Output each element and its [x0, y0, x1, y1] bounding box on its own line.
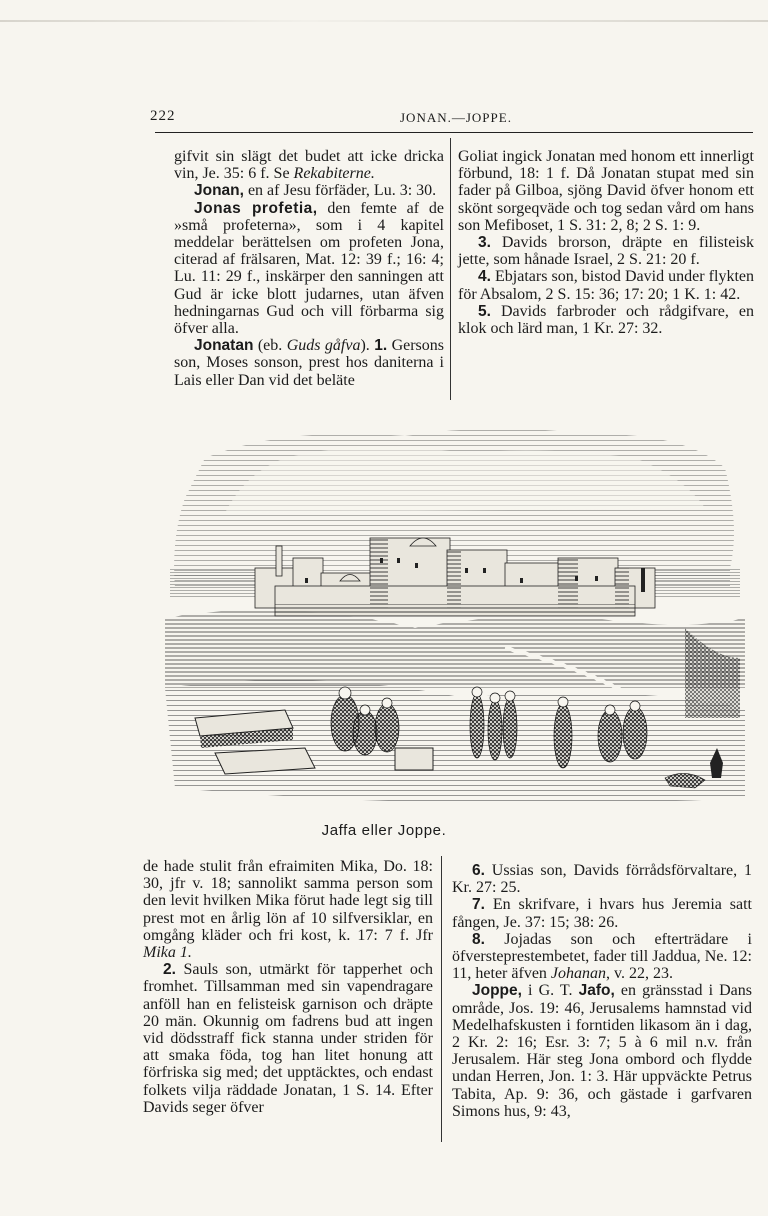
entry-jonatan-8 — [452, 931, 752, 983]
entry-jonatan-5 — [458, 303, 754, 337]
entry-text: Davids farbroder och rådgifvare, en klok och lärd man, 1 Kr. 27: 32. — [458, 302, 754, 338]
entry-jonatan-4 — [458, 268, 754, 302]
column-bottom-right — [452, 862, 752, 1120]
entry-joppe — [452, 982, 752, 1120]
headword-jafo: Jafo, — [578, 982, 615, 1000]
entry-rekabiter-cont — [174, 148, 444, 182]
sense-number: 7. — [472, 896, 485, 914]
column-divider-bottom — [441, 856, 442, 1142]
headword-jonas-profetia: Jonas profetia, — [194, 199, 318, 217]
entry-jonatan-2 — [143, 961, 433, 1116]
entry-jonas-profetia — [174, 200, 444, 338]
entry-text: de hade stulit från efraimiten Mika, Do. 18: 30, jfr v. 18; sannolikt samma person som den levit hvilken Mika förut hade legt sig till prest mot en årlig lön af 10 silfversiklar, en omgång kläder och fri kost, k. 17: 7 f. Jfr — [143, 858, 433, 944]
headword-joppe: Joppe, — [472, 982, 522, 1000]
entry-text: Ebjatars son, bistod David under flykten för Absalom, 2 S. 15: 36; 17: 20; 1 K. 1: 42. — [458, 268, 754, 303]
page-header — [150, 108, 754, 130]
entry-jonatan-3 — [458, 234, 754, 268]
entry-text: (eb. — [253, 337, 287, 355]
column-top-right — [458, 148, 754, 337]
entry-text: En skrifvare, i hvars hus Jeremia satt fången, Je. 37: 15; 38: 26. — [452, 896, 752, 931]
entry-text: Sauls son, utmärkt för tapperhet och fromhet. Tillsamman med sin vapendragare anföll han en felisteisk garnison och dräpte 20 män. Okunnig om fadrens bud att ingen vid dödsstraff fick stanna under striden för att smaka föda, tog han litet honung att förfriska sig med; det upptäcktes, och endast folkets vilja räddade Jonatan, 1 S. 14. Efter Davids seger öfver — [143, 961, 433, 1116]
entry-italic: Mika 1. — [143, 944, 192, 962]
sense-number: 8. — [472, 930, 485, 948]
entry-jonatan-cont: Goliat ingick Jonatan med honom ett innerligt förbund, 18: 1 f. Då Jonatan stupat med sin fader på Gilboa, sjöng David öfver honom ett skönt sorgeqväde och tog sedan vård om hans son Mefiboset, 1 S. 31: 2, 8; 2 S. 1: 9. — [458, 148, 754, 234]
entry-jonatan — [174, 337, 444, 389]
entry-jonan — [174, 182, 444, 199]
scan-edge — [0, 20, 768, 22]
sense-number: 2. — [163, 961, 176, 979]
entry-jonatan-1-cont — [143, 858, 433, 961]
sense-number: 1. — [374, 337, 388, 355]
sense-number: 5. — [478, 302, 491, 320]
column-bottom-left — [143, 858, 433, 1116]
sense-number: 6. — [472, 862, 485, 879]
entry-jonatan-7 — [452, 896, 752, 930]
entry-text: , v. 22, 23. — [606, 965, 673, 983]
entry-text: Jojadas son och efterträdare i öfversteprestembetet, fader till Jaddua, Ne. 12: 11, heter äfven — [452, 930, 752, 983]
entry-text: Gersons son, Moses sonson, prest hos daniterna i Lais eller Dan vid det beläte — [174, 337, 445, 389]
entry-text: ). — [360, 337, 375, 355]
headword-jonan: Jonan, — [194, 182, 244, 200]
header-rule — [155, 132, 753, 133]
entry-jonatan-6 — [452, 862, 752, 896]
page-number: 222 — [150, 108, 176, 124]
entry-text: i G. T. — [521, 982, 579, 1000]
column-divider-top — [450, 138, 451, 400]
entry-text: en af Jesu förfäder, Lu. 3: 30. — [243, 182, 437, 200]
entry-text: Davids brorson, dräpte en filisteisk jette, som hånade Israel, 2 S. 21: 20 f. — [458, 234, 754, 269]
sense-number: 4. — [478, 268, 491, 286]
running-head: JONAN.—JOPPE. — [400, 110, 512, 125]
entry-text: gifvit sin slägt det budet att icke dricka vin, Je. 35: 6 f. Se — [174, 148, 444, 183]
figure-caption: Jaffa eller Joppe. — [321, 822, 447, 839]
etymology-italic: Guds gåfva — [286, 337, 361, 355]
headword-jonatan: Jonatan — [194, 337, 254, 355]
entry-text: den femte af de »små profeterna», som i 4 kapitel meddelar berättelsen om profeten Jona, citerad af frälsaren, Mat. 12: 39 f.; 16: 4; Lu. 11: 29 f., inskärper den sanningen att Gud är icke blott judarnes, utan äfven hedningarnas Gud och vill förbarma sig öfver alla. — [174, 199, 444, 338]
entry-italic: Johanan — [550, 965, 607, 983]
sense-number: 3. — [478, 234, 491, 252]
entry-text: Ussias son, Davids förrådsförvaltare, 1 Kr. 27: 25. — [452, 862, 752, 897]
engraving-illustration — [165, 418, 745, 818]
engraving-jaffa — [165, 418, 745, 818]
column-top-left — [174, 148, 444, 389]
entry-text: en gränsstad i Dans område, Jos. 19: 46, Jerusalems hamnstad vid Medelhafskusten i forntiden likasom än i dag, 2 Kr. 2: 16; Esr. 3: 7; 5 à 6 mil n.v. från Jerusalem. Här steg Jona ombord och flydde undan Herren, Jon. 1: 3. Här uppväckte Petrus Tabita, Ap. 9: 36, och gästade i garfvaren Simons hus, 9: 43, — [452, 982, 753, 1120]
entry-italic: Rekabiterne. — [293, 165, 375, 183]
